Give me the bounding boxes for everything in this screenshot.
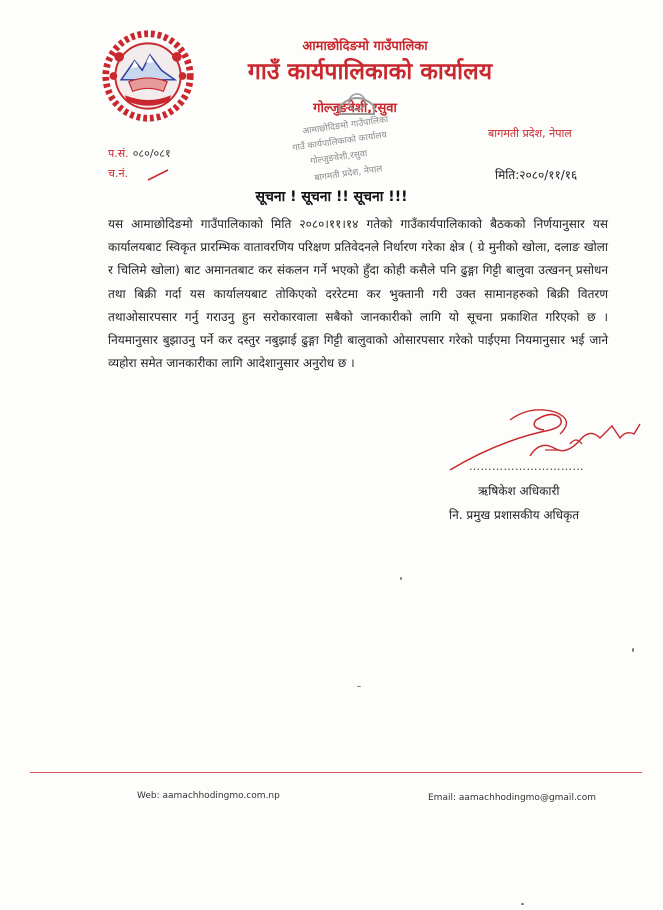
province-label: बागमती प्रदेश, नेपाल: [488, 127, 572, 140]
notice-title: सूचना ! सूचना !! सूचना !!!: [255, 189, 408, 205]
ps-value: ०८०/०८१: [132, 147, 171, 160]
stamp-line-1: आमाछोदिङमो गाउँपालिका: [301, 115, 389, 137]
reference-ps: [108, 146, 171, 161]
cn-handwritten-slash: [146, 168, 170, 182]
municipality-name: आमाछोदिङमो गाउँपालिका: [302, 39, 428, 54]
footer-email: Email: aamachhodingmo@gmail.com: [428, 793, 597, 803]
office-title: गाउँ कार्यपालिकाको कार्यालय: [247, 59, 493, 85]
office-stamp: [282, 88, 432, 184]
signature-line: …………………………: [469, 460, 584, 473]
ps-label: प.सं.: [108, 147, 129, 160]
stamp-line-2: गाउँ कार्यपालिकाको कार्यालय: [291, 130, 388, 154]
reference-cn: [108, 166, 128, 181]
stamp-line-4: बागमती प्रदेश, नेपाल: [313, 164, 384, 184]
signatory-title: नि. प्रमुख प्रशासकीय अधिकृत: [449, 508, 580, 522]
footer-divider: [30, 772, 642, 773]
office-location: गोल्जुङवेशी,रसुवा: [313, 101, 397, 116]
footer-website: Web: aamachhodingmo.com.np: [137, 791, 280, 801]
scan-speck: [632, 648, 634, 652]
notice-body: यस आमाछोदिङमो गाउँपालिकाको मिति २०८०।११।१४ गतेको गाउँकार्यपालिकाको बैठकको निर्णयानुसार यस कार्यालयबाट स्विकृत प्रारम्भिक वातावरणिय परिक्षण प्रतिवेदनले निर्धारण गरेका क्षेत्र ( ग्रे मुनीको खोला, दलाङ खोला र चिलिमे खोला) बाट अमानतबाट कर संकलन गर्ने भएको हुँदा कोही कसैले पनि ढुङ्गा गिट्टी बालुवा उत्खनन् प्रसोधन तथा बिक्री गर्दा यस कार्यालयबाट तोकिएको दररेटमा कर भुक्तानी गरी उक्त सामानहरुको बिक्री वितरण तथाओसारपसार गर्नु गराउनु हुन सरोकारवाला सबैको जानकारीको लागि यो सूचना प्रकाशित गरिएको छ । नियमानुसार बुझाउनु पर्ने कर दस्तुर नबुझाई ढुङ्गा गिट्टी बालुवाको ओसारपसार गरेको पाईएमा नियमानुसार भई जाने व्यहोरा समेत जानकारीका लागि आदेशानुसार अनुरोध छ ।: [108, 217, 608, 371]
scan-speck: [400, 577, 402, 580]
scan-speck: [357, 686, 361, 687]
stamp-line-3: गोल्जुङवेशी,रसुवा: [309, 149, 369, 167]
scan-speck: [521, 903, 524, 905]
notice-date: मिति:२०८०/११/१६: [495, 168, 578, 182]
cn-label: च.नं.: [108, 167, 129, 180]
signatory-name: ऋषिकेश अधिकारी: [478, 484, 560, 498]
